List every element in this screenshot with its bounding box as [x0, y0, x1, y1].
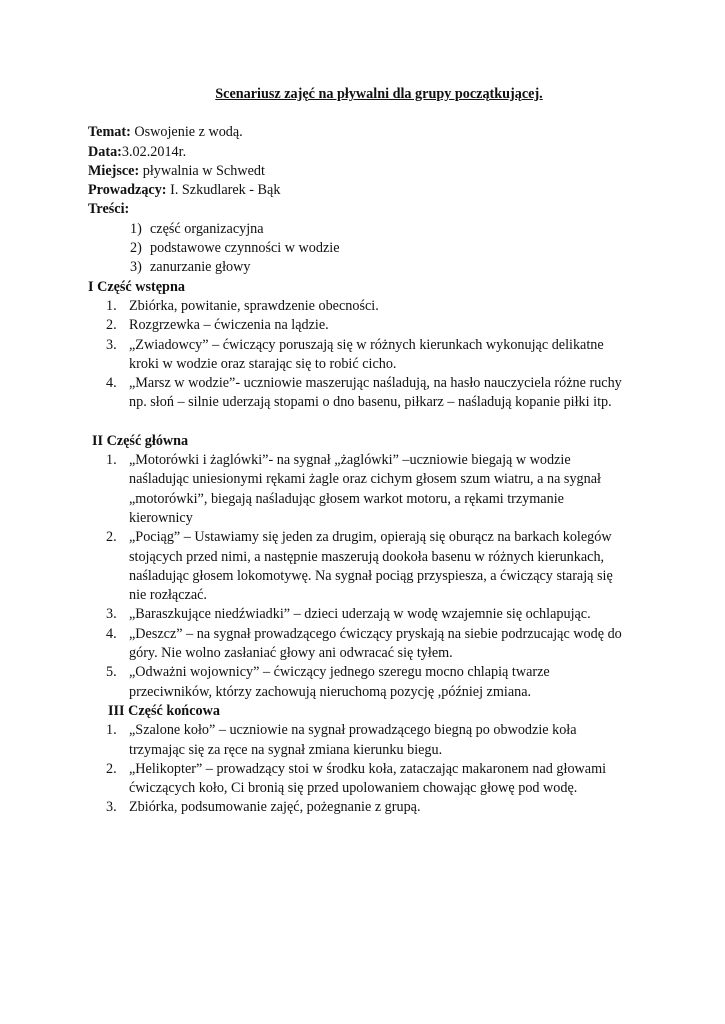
list-line: Zbiórka, podsumowanie zajęć, pożegnanie z grupą. [129, 799, 421, 816]
list-line: „Baraszkujące niedźwiadki” – dzieci uderzają w wodę wzajemnie się ochlapując. [129, 606, 591, 623]
field-label: Temat: [88, 124, 131, 141]
list-line: naśladując głosem lokomotywę. Na sygnał pociąg przyspiesza, a ćwiczący starają się [129, 567, 613, 584]
list-line: kierownicy [129, 509, 193, 526]
list-line: „motorówki”, biegają naśladując głosem warkot motoru, a rękami trzymanie [129, 490, 564, 507]
list-item [88, 258, 648, 277]
list-line: Rozgrzewka – ćwiczenia na lądzie. [129, 317, 329, 334]
list-number: 1. [106, 452, 117, 469]
list-line: Zbiórka, powitanie, sprawdzenie obecności. [129, 297, 379, 314]
field-value: Oswojenie z wodą. [130, 124, 243, 141]
list-item [88, 605, 648, 624]
field-prowadzacy [88, 181, 648, 200]
list-number: 1. [106, 722, 117, 739]
section-intro-list [88, 297, 648, 413]
list-line: góry. Nie wolno zasłaniać głowy ani odwracać się tyłem. [129, 645, 453, 662]
list-item [88, 721, 648, 760]
field-tresci [88, 200, 648, 219]
list-line: np. słoń – silnie uderzają stopami o dno basenu, piłkarz – naśladują kopanie piłki itp. [129, 394, 612, 411]
topics-list [88, 220, 648, 278]
list-number: 4. [106, 375, 117, 392]
list-line: ćwiczących koło, Ci bronią się przed upolowaniem chowając głowę pod wodę. [129, 780, 578, 797]
list-line: naśladując uniesionymi rękami żagle oraz cichym głosem szum wiatru, a na sygnał [129, 471, 601, 488]
list-item [88, 336, 648, 375]
page-title: Scenariusz zajęć na pływalni dla grupy początkującej. [215, 86, 543, 102]
list-line: „Odważni wojownicy” – ćwiczący jednego szeregu mocno chlapią twarze [129, 664, 550, 681]
document-page [88, 85, 648, 818]
list-item [88, 374, 648, 413]
list-item [88, 297, 648, 316]
field-label: Data: [88, 143, 122, 160]
list-line: „Motorówki i żaglówki”- na sygnał „żaglówki” –uczniowie biegają w wodzie [129, 452, 571, 469]
list-item [88, 220, 648, 239]
section-heading-final: III Część końcowa [108, 702, 220, 719]
list-line: przeciwników, którzy zachowują nieruchomą pozycję ,później zmiana. [129, 683, 532, 700]
list-line: trzymając się za ręce na sygnał zmiana kierunku biegu. [129, 741, 443, 758]
field-label: Prowadzący: [88, 182, 167, 199]
section-heading-intro: I Część wstępna [88, 278, 185, 295]
section-main-list [88, 451, 648, 702]
field-data [88, 143, 648, 162]
list-line: „Zwiadowcy” – ćwiczący poruszają się w różnych kierunkach wykonując delikatne [129, 336, 604, 353]
list-text: zanurzanie głowy [150, 259, 251, 276]
field-value: I. Szkudlarek - Bąk [166, 182, 281, 199]
list-item [88, 316, 648, 335]
list-line: „Szalone koło” – uczniowie na sygnał prowadzącego biegną po obwodzie koła [129, 722, 577, 739]
list-line: „Helikopter” – prowadzący stoi w środku koła, zataczając makaronem nad głowami [129, 760, 607, 777]
list-line: „Pociąg” – Ustawiamy się jeden za drugim, opierają się oburącz na barkach kolegów [129, 529, 612, 546]
field-label: Treści: [88, 201, 130, 218]
list-item [88, 798, 648, 817]
field-value: 3.02.2014r. [121, 143, 187, 160]
list-number: 2. [106, 317, 117, 334]
list-number: 3. [106, 336, 117, 353]
list-line: kroki w wodzie oraz starając się to robić cicho. [129, 355, 397, 372]
list-number: 2. [106, 529, 117, 546]
list-number: 3) [130, 259, 142, 276]
list-number: 2. [106, 760, 117, 777]
list-line: „Deszcz” – na sygnał prowadzącego ćwiczący pryskają na siebie podrzucając wodę do [129, 625, 622, 642]
field-value: pływalnia w Schwedt [139, 162, 265, 179]
list-item [88, 625, 648, 664]
list-item [88, 760, 648, 799]
list-item [88, 663, 648, 702]
list-number: 2) [130, 240, 142, 257]
list-number: 3. [106, 799, 117, 816]
list-text: podstawowe czynności w wodzie [150, 240, 340, 257]
list-number: 1) [130, 220, 142, 237]
list-text: część organizacyjna [150, 220, 264, 237]
list-line: nie rozłączać. [129, 587, 207, 604]
list-line: „Marsz w wodzie”- uczniowie maszerując naśladują, na hasło nauczyciela różne ruchy [129, 375, 622, 392]
section-final-list [88, 721, 648, 817]
list-item [88, 451, 648, 528]
field-temat [88, 123, 648, 142]
list-item [88, 528, 648, 605]
list-number: 3. [106, 606, 117, 623]
list-item [88, 239, 648, 258]
list-number: 1. [106, 297, 117, 314]
list-number: 4. [106, 625, 117, 642]
list-number: 5. [106, 664, 117, 681]
field-label: Miejsce: [88, 162, 140, 179]
list-line: stojących przed nimi, a następnie maszerują dookoła basenu w różnych kierunkach, [129, 548, 605, 565]
section-heading-main: II Część główna [92, 432, 189, 449]
field-miejsce [88, 162, 648, 181]
